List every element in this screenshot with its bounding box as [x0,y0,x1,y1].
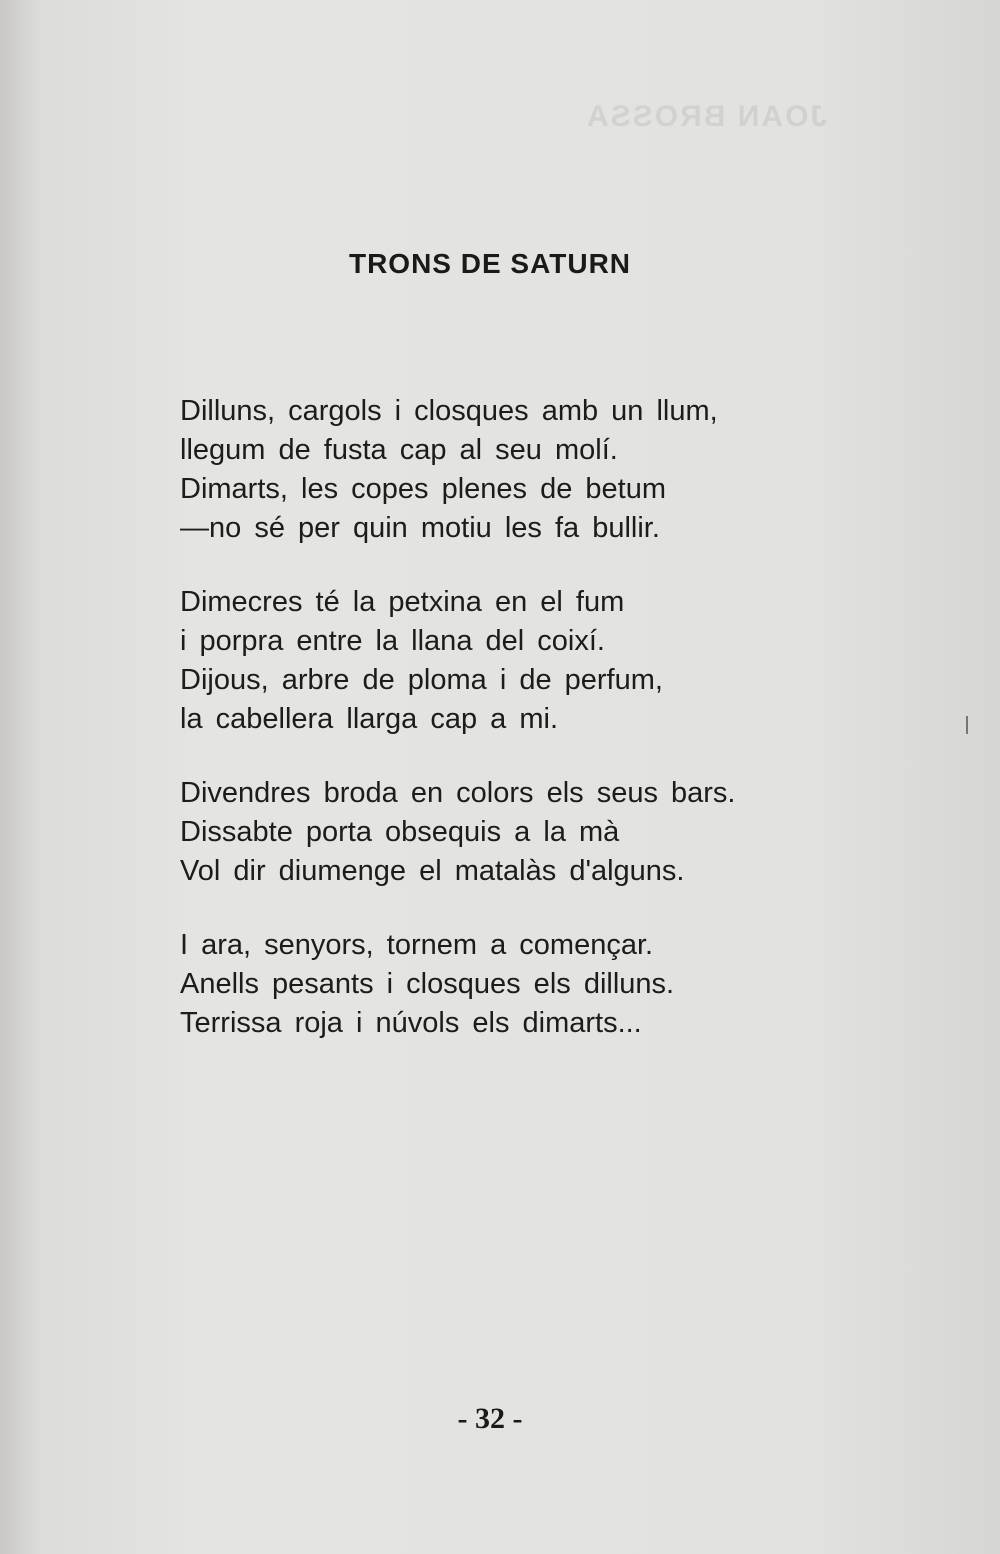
poem-line: Anells pesants i closques els dilluns. [180,968,675,1000]
poem-line: llegum de fusta cap al seu molí. [180,434,618,466]
poem-line: Terrissa roja i núvols els dimarts... [180,1007,642,1039]
poem-line: Dilluns, cargols i closques amb un llum, [180,395,718,427]
poem-line: Dissabte porta obsequis a la mà [180,816,620,848]
edge-mark [966,716,968,734]
poem-line: Divendres broda en colors els seus bars. [180,777,736,809]
poem-line: Dijous, arbre de ploma i de perfum, [180,664,663,696]
poem-line: Dimarts, les copes plenes de betum [180,473,666,505]
show-through-header: JOAN BROSSA [585,100,828,133]
poem-body [180,392,880,1078]
poem-line: la cabellera llarga cap a mi. [180,703,559,735]
poem-line: —no sé per quin motiu les fa bullir. [180,512,660,544]
stanza [180,583,880,739]
poem-line: i porpra entre la llana del coixí. [180,625,605,657]
page-number: - 32 - [457,1402,523,1435]
poem-line: I ara, senyors, tornem a començar. [180,929,654,961]
stanza [180,392,880,548]
poem-line: Vol dir diumenge el matalàs d'alguns. [180,855,685,887]
poem-title: TRONS DE SATURN [348,248,632,279]
poem-line: Dimecres té la petxina en el fum [180,586,625,618]
stanza [180,926,880,1043]
stanza [180,774,880,891]
